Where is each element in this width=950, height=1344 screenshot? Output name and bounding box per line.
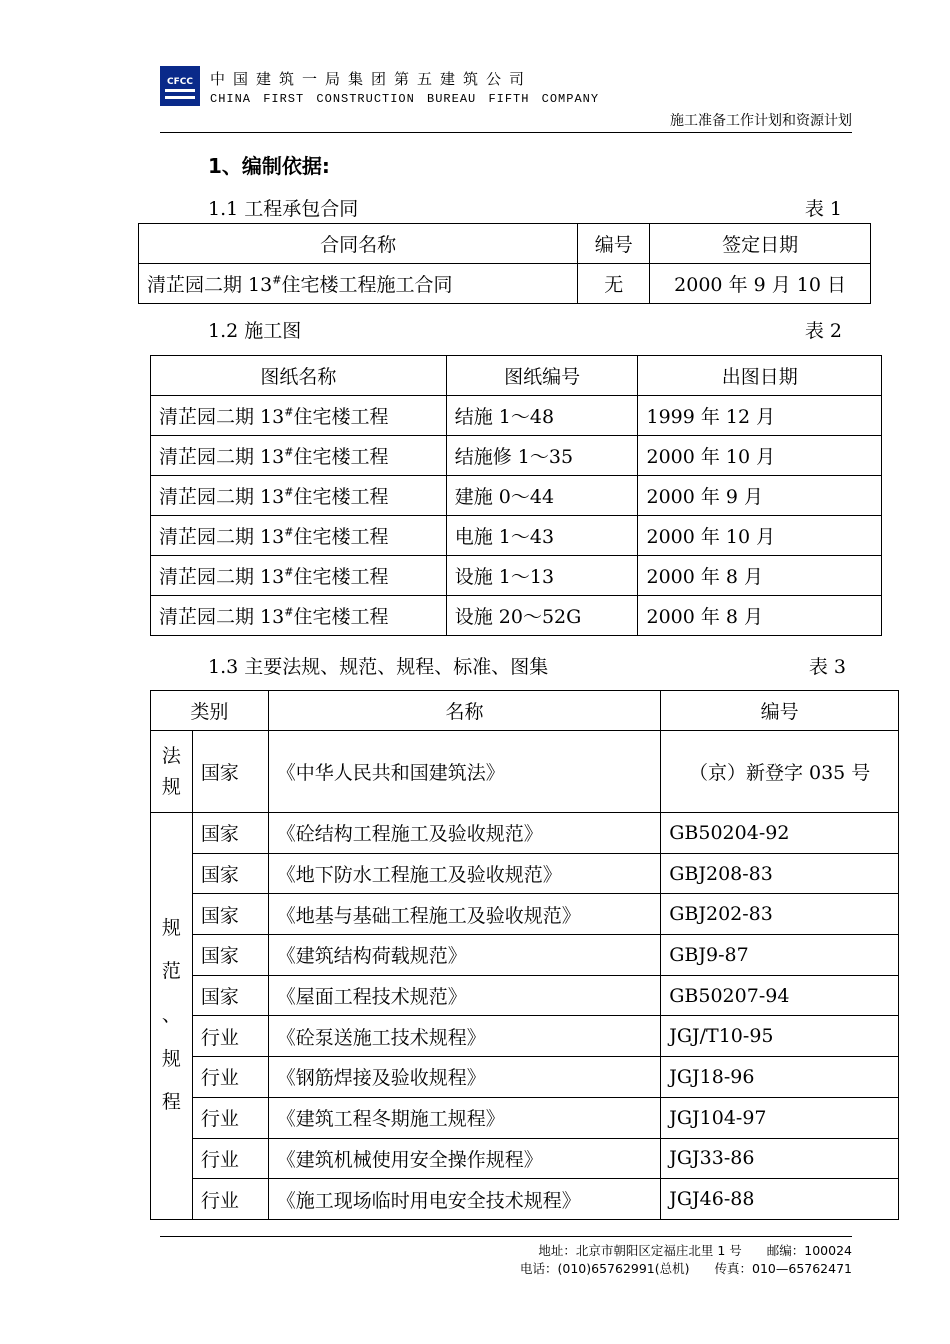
logo-text: CFCC	[167, 77, 193, 87]
drawing-code: 设施 20～52G	[446, 596, 638, 636]
regulation-code: GB50207-94	[661, 975, 899, 1016]
regulation-name: 《施工现场临时用电安全技术规程》	[268, 1179, 661, 1220]
regulation-name: 《中华人民共和国建筑法》	[268, 731, 661, 813]
drawing-code: 结施 1～48	[446, 396, 638, 436]
regulation-name: 《砼结构工程施工及验收规范》	[268, 813, 661, 854]
table1-number: 表 1	[804, 198, 842, 220]
drawing-code: 设施 1～13	[446, 556, 638, 596]
table-header-cell: 出图日期	[638, 356, 882, 396]
table-row	[151, 975, 899, 1016]
document-title: 施工准备工作计划和资源计划	[670, 113, 852, 129]
regulation-level: 国家	[192, 975, 268, 1016]
company-name-en: CHINA FIRST CONSTRUCTION BUREAU FIFTH COMPANY	[210, 92, 600, 106]
regulation-code: JGJ46-88	[661, 1179, 899, 1220]
regulation-name: 《建筑工程冬期施工规程》	[268, 1097, 661, 1138]
table-row	[151, 1138, 899, 1179]
table-row	[151, 935, 899, 976]
table-row	[151, 894, 899, 935]
regulation-name: 《地基与基础工程施工及验收规范》	[268, 894, 661, 935]
regulation-level: 国家	[192, 894, 268, 935]
category-spec: 规 范 、 规 程	[151, 813, 193, 1220]
table-row	[151, 1097, 899, 1138]
regulation-level: 国家	[192, 731, 268, 813]
drawing-name: 清芷园二期 13#住宅楼工程	[151, 556, 447, 596]
regulation-name: 《建筑机械使用安全操作规程》	[268, 1138, 661, 1179]
table-row	[151, 731, 899, 813]
regulation-code: GBJ202-83	[661, 894, 899, 935]
table-row	[151, 436, 882, 476]
table-row	[151, 1016, 899, 1057]
table-row	[151, 556, 882, 596]
table-row	[151, 476, 882, 516]
regulation-code: JGJ18-96	[661, 1057, 899, 1098]
table-row	[151, 596, 882, 636]
regulation-name: 《建筑结构荷载规范》	[268, 935, 661, 976]
regulation-level: 国家	[192, 813, 268, 854]
drawing-name: 清芷园二期 13#住宅楼工程	[151, 516, 447, 556]
regulation-name: 《屋面工程技术规范》	[268, 975, 661, 1016]
regulation-code: JGJ/T10-95	[661, 1016, 899, 1057]
table-row	[151, 813, 899, 854]
regulation-level: 行业	[192, 1016, 268, 1057]
regulation-name: 《钢筋焊接及验收规程》	[268, 1057, 661, 1098]
drawing-name: 清芷园二期 13#住宅楼工程	[151, 596, 447, 636]
table-row	[151, 396, 882, 436]
table2-caption: 1.2 施工图	[208, 320, 302, 342]
table-header-cell: 编号	[578, 224, 650, 264]
header-divider	[160, 132, 852, 133]
regulation-code: GB50204-92	[661, 813, 899, 854]
footer-divider	[160, 1236, 852, 1237]
regulation-level: 行业	[192, 1138, 268, 1179]
regulation-code: GBJ208-83	[661, 853, 899, 894]
table1-caption: 1.1 工程承包合同	[208, 198, 359, 220]
table-row	[139, 264, 871, 304]
company-logo	[160, 66, 200, 106]
company-name-cn: 中国建筑一局集团第五建筑公司	[210, 70, 533, 88]
regulations-table	[150, 690, 899, 1220]
drawing-date: 2000 年 9 月	[638, 476, 882, 516]
table2-number: 表 2	[804, 320, 842, 342]
drawings-table	[150, 355, 882, 636]
section-heading: 1、编制依据:	[208, 154, 330, 178]
drawing-name: 清芷园二期 13#住宅楼工程	[151, 476, 447, 516]
table-row	[151, 1179, 899, 1220]
table3-caption: 1.3 主要法规、规范、规程、标准、图集	[208, 656, 549, 678]
regulation-code: JGJ104-97	[661, 1097, 899, 1138]
regulation-name: 《砼泵送施工技术规程》	[268, 1016, 661, 1057]
regulation-level: 行业	[192, 1179, 268, 1220]
table-header-cell: 合同名称	[139, 224, 578, 264]
drawing-code: 建施 0～44	[446, 476, 638, 516]
table-header-cell: 名称	[268, 691, 661, 731]
drawing-name: 清芷园二期 13#住宅楼工程	[151, 436, 447, 476]
footer-address: 地址：北京市朝阳区定福庄北里 1 号 邮编：100024	[538, 1243, 852, 1258]
drawing-date: 2000 年 8 月	[638, 596, 882, 636]
drawing-code: 电施 1～43	[446, 516, 638, 556]
regulation-level: 行业	[192, 1097, 268, 1138]
drawing-date: 2000 年 8 月	[638, 556, 882, 596]
regulation-code: GBJ9-87	[661, 935, 899, 976]
contract-date: 2000 年 9 月 10 日	[650, 264, 871, 304]
table3-number: 表 3	[808, 656, 846, 678]
regulation-level: 行业	[192, 1057, 268, 1098]
contract-code: 无	[578, 264, 650, 304]
table-header-cell: 图纸名称	[151, 356, 447, 396]
regulation-level: 国家	[192, 853, 268, 894]
category-law: 法 规	[151, 731, 193, 813]
table-header-cell: 图纸编号	[446, 356, 638, 396]
contract-name: 清芷园二期 13#住宅楼工程施工合同	[139, 264, 578, 304]
table-row	[151, 853, 899, 894]
regulation-code: JGJ33-86	[661, 1138, 899, 1179]
table-header-cell: 编号	[661, 691, 899, 731]
footer-phone: 电话：(010)65762991(总机) 传真：010—65762471	[520, 1261, 852, 1276]
regulation-code: （京）新登字 035 号	[661, 731, 899, 813]
drawing-date: 2000 年 10 月	[638, 436, 882, 476]
table-row	[151, 1057, 899, 1098]
drawing-date: 2000 年 10 月	[638, 516, 882, 556]
regulation-name: 《地下防水工程施工及验收规范》	[268, 853, 661, 894]
drawing-code: 结施修 1～35	[446, 436, 638, 476]
table-header-cell: 类别	[151, 691, 269, 731]
drawing-date: 1999 年 12 月	[638, 396, 882, 436]
regulation-level: 国家	[192, 935, 268, 976]
drawing-name: 清芷园二期 13#住宅楼工程	[151, 396, 447, 436]
table-header-cell: 签定日期	[650, 224, 871, 264]
table-row	[151, 516, 882, 556]
contract-table	[138, 223, 871, 304]
